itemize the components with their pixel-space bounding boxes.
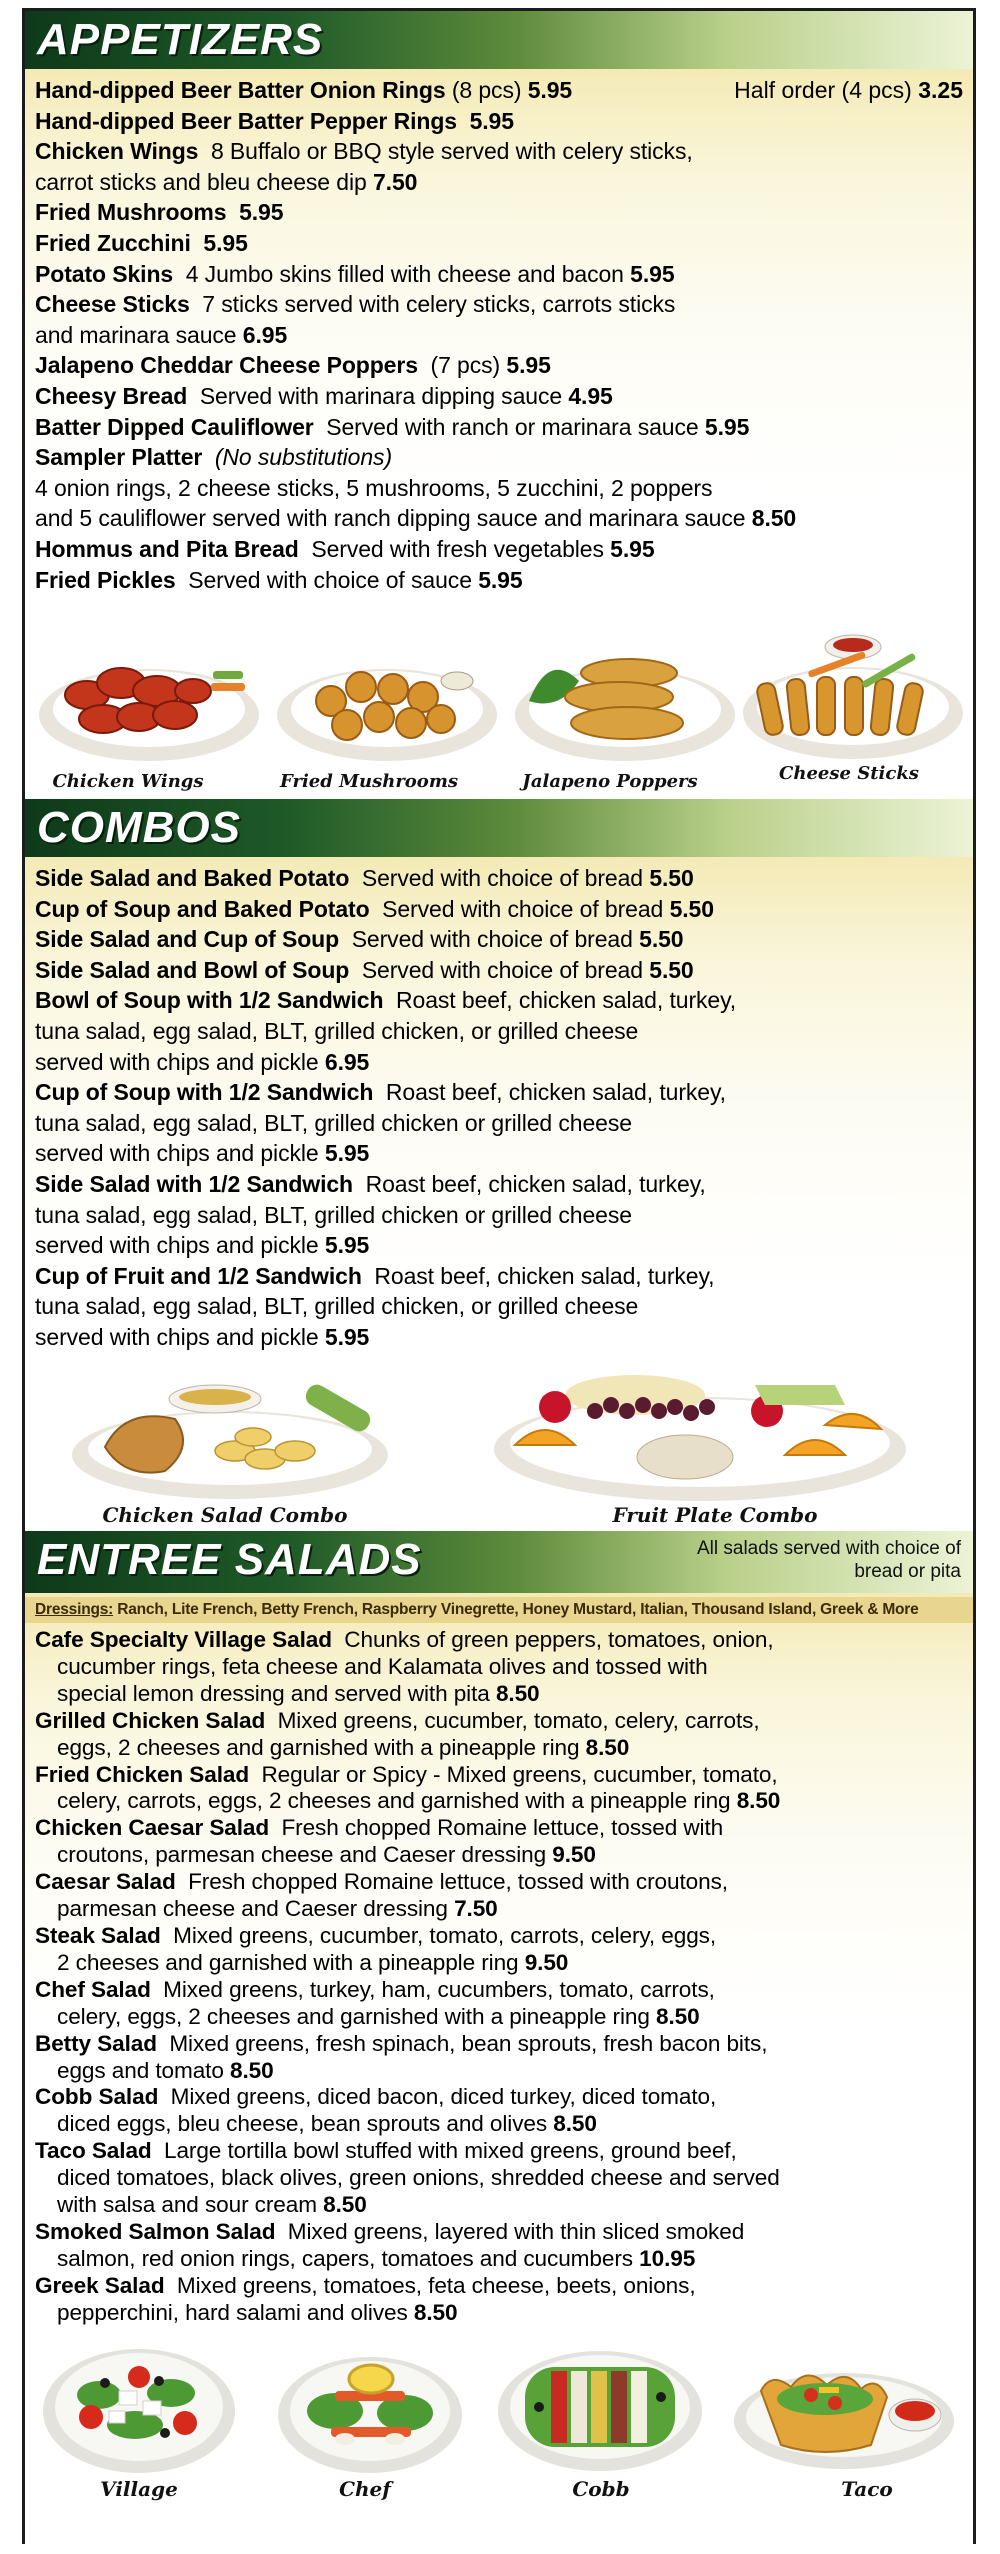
cheese-sticks-photo	[737, 617, 969, 767]
item-name: Grilled Chicken Salad	[35, 1707, 266, 1733]
item-description: Roast beef, chicken salad, turkey,	[396, 987, 737, 1014]
photo-caption: Taco	[841, 2477, 893, 2501]
item-name: Cup of Fruit and 1/2 Sandwich	[35, 1262, 362, 1289]
menu-item	[35, 106, 963, 137]
item-name: Fried Chicken Salad	[35, 1761, 250, 1787]
menu-item	[35, 1169, 963, 1200]
item-description: eggs, 2 cheeses and garnished with a pineapple ring	[57, 1734, 580, 1760]
item-name: Hand-dipped Beer Batter Pepper Rings	[35, 107, 457, 134]
menu-page	[22, 8, 976, 2544]
item-price: 5.95	[469, 107, 514, 134]
chicken-salad-combo-photo	[65, 1367, 395, 1507]
menu-item	[35, 1869, 963, 1896]
item-name: Side Salad and Cup of Soup	[35, 926, 340, 953]
menu-item	[35, 924, 963, 955]
dressings-list: Ranch, Lite French, Betty French, Raspberry Vinegrette, Honey Mustard, Italian, Thousand Island, Greek & More	[117, 1601, 919, 1618]
menu-item	[35, 894, 963, 925]
item-description: served with chips and pickle	[35, 1232, 319, 1259]
item-price: 5.95	[630, 260, 675, 287]
item-price: 9.50	[552, 1842, 596, 1868]
menu-item-continuation	[35, 1896, 963, 1923]
menu-item	[35, 289, 963, 320]
item-description: Fresh chopped Romaine lettuce, tossed with	[281, 1815, 724, 1841]
item-description: Served with choice of bread	[361, 865, 644, 891]
item-description: Mixed greens, turkey, ham, cucumbers, tomato, carrots,	[163, 1976, 715, 2002]
item-description: tuna salad, egg salad, BLT, grilled chicken or grilled cheese	[35, 1201, 632, 1228]
item-description: Mixed greens, tomatoes, feta cheese, beets, onions,	[176, 2272, 696, 2298]
menu-item	[35, 534, 963, 565]
item-name: Betty Salad	[35, 2030, 157, 2056]
item-name: Hand-dipped Beer Batter Onion Rings	[35, 77, 446, 103]
item-description: Regular or Spicy - Mixed greens, cucumber, tomato,	[261, 1761, 778, 1787]
item-description: parmesan cheese and Caeser dressing	[57, 1896, 448, 1922]
item-price: 5.95	[704, 413, 750, 440]
menu-item	[35, 1261, 963, 1292]
half-order-price: 3.25	[918, 77, 963, 103]
chef-salad-photo	[275, 2341, 465, 2477]
item-description: 2 cheeses and garnished with a pineapple ring	[57, 1949, 519, 1975]
item-description: Roast beef, chicken salad, turkey,	[385, 1079, 726, 1106]
menu-item-continuation	[35, 1735, 963, 1762]
item-name: Cup of Soup with 1/2 Sandwich	[35, 1079, 374, 1106]
menu-item-continuation	[35, 2004, 963, 2031]
menu-item-continuation	[35, 1681, 963, 1708]
menu-item-continuation	[35, 1108, 963, 1139]
item-name: Bowl of Soup with 1/2 Sandwich	[35, 987, 384, 1014]
menu-item	[35, 1977, 963, 2004]
menu-item-continuation	[35, 2192, 963, 2219]
item-name: Cheese Sticks	[35, 291, 190, 318]
appetizers-title: APPETIZERS	[37, 15, 324, 64]
item-price: 5.50	[649, 865, 694, 891]
item-description: Served with choice of bread	[351, 926, 633, 953]
item-description: salmon, red onion rings, capers, tomatoes and cucumbers	[57, 2245, 633, 2271]
menu-item	[35, 442, 963, 473]
item-price: 5.95	[324, 1323, 370, 1350]
item-price: 5.95	[324, 1140, 370, 1167]
item-name: Cup of Soup and Baked Potato	[35, 895, 370, 922]
item-name: Batter Dipped Cauliflower	[35, 413, 314, 440]
item-price: 8.50	[495, 1680, 540, 1706]
item-description: with salsa and sour cream	[57, 2192, 317, 2218]
item-price: 5.95	[324, 1232, 370, 1259]
item-name: Caesar Salad	[35, 1869, 176, 1895]
item-price: 8.50	[585, 1734, 630, 1760]
item-description: Roast beef, chicken salad, turkey,	[374, 1262, 715, 1289]
item-price: 5.95	[610, 535, 655, 562]
menu-item-continuation	[35, 1016, 963, 1047]
item-price: 5.95	[527, 77, 573, 103]
item-name: Chef Salad	[35, 1976, 151, 2002]
menu-item	[35, 228, 963, 259]
menu-item-continuation	[35, 1950, 963, 1977]
item-price: 8.50	[736, 1788, 781, 1814]
menu-item	[35, 2031, 963, 2058]
menu-item	[35, 1708, 963, 1735]
item-name: Potato Skins	[35, 260, 174, 287]
item-price: 5.95	[239, 199, 284, 226]
item-description: tuna salad, egg salad, BLT, grilled chicken or grilled cheese	[35, 1109, 632, 1136]
item-price: 8.50	[413, 2299, 458, 2325]
combos-title: COMBOS	[37, 803, 241, 852]
item-description: carrot sticks and bleu cheese dip	[35, 168, 367, 195]
item-name: Chicken Wings	[35, 138, 199, 165]
item-name: Steak Salad	[35, 1922, 161, 1948]
item-price: 5.95	[478, 566, 523, 593]
item-description: 8 Buffalo or BBQ style served with celery sticks,	[210, 138, 693, 165]
photo-caption: Cobb	[572, 2477, 630, 2501]
item-description: diced eggs, bleu cheese, bean sprouts and olives	[57, 2111, 548, 2137]
item-name: Fried Mushrooms	[35, 199, 227, 226]
item-description: tuna salad, egg salad, BLT, grilled chicken, or grilled cheese	[35, 1293, 639, 1320]
item-description: Roast beef, chicken salad, turkey,	[365, 1170, 706, 1197]
salad-photos	[25, 2337, 973, 2537]
item-price: 5.95	[506, 352, 551, 379]
menu-item-continuation	[35, 2058, 963, 2085]
item-name: Hommus and Pita Bread	[35, 535, 299, 562]
item-price: 4.95	[568, 382, 613, 409]
salads-title: ENTREE SALADS	[37, 1535, 422, 1584]
menu-item	[35, 1077, 963, 1108]
menu-item-continuation	[35, 1291, 963, 1322]
item-description: served with chips and pickle	[35, 1323, 319, 1350]
item-description: Large tortilla bowl stuffed with mixed greens, ground beef,	[163, 2138, 737, 2164]
taco-salad-photo	[731, 2341, 957, 2477]
combos-section	[25, 799, 973, 1563]
half-order-label: Half order (4 pcs)	[734, 77, 912, 103]
jalapeno-poppers-photo	[509, 631, 741, 771]
menu-item	[35, 2219, 963, 2246]
item-name: Side Salad with 1/2 Sandwich	[35, 1170, 354, 1197]
menu-item-continuation	[35, 1200, 963, 1231]
appetizers-section	[25, 11, 973, 803]
item-description: and marinara sauce	[35, 321, 237, 348]
item-price: 10.95	[639, 2245, 696, 2271]
item-description: served with chips and pickle	[35, 1048, 319, 1075]
item-description: celery, carrots, eggs, 2 cheeses and garnished with a pineapple ring	[57, 1788, 731, 1814]
fried-mushrooms-photo	[271, 631, 503, 771]
photo-caption: Fried Mushrooms	[280, 771, 458, 792]
salads-note: All salads served with choice of bread or pita	[696, 1538, 961, 1582]
item-description: Served with marinara dipping sauce	[199, 382, 563, 409]
item-price: 5.95	[203, 229, 248, 256]
item-name: Chicken Caesar Salad	[35, 1815, 270, 1841]
combo-photos	[25, 1359, 973, 1531]
item-description: special lemon dressing and served with pita	[57, 1680, 490, 1706]
dressings-line	[25, 1597, 973, 1623]
item-name: Greek Salad	[35, 2272, 165, 2298]
item-name: Fried Pickles	[35, 566, 176, 593]
item-qty: (8 pcs)	[451, 77, 522, 103]
salads-header	[25, 1531, 973, 1593]
item-name: Fried Zucchini	[35, 229, 191, 256]
menu-item-continuation	[35, 320, 963, 351]
menu-item	[35, 412, 963, 443]
item-price: 8.50	[230, 2057, 274, 2083]
menu-item	[35, 259, 963, 290]
photo-caption: Fruit Plate Combo	[612, 1503, 818, 1527]
chicken-wings-photo	[33, 631, 265, 771]
menu-item	[35, 565, 963, 596]
item-description: (7 pcs)	[430, 352, 501, 379]
item-description: tuna salad, egg salad, BLT, grilled chicken, or grilled cheese	[35, 1017, 639, 1044]
item-description: diced tomatoes, black olives, green onions, shredded cheese and served	[57, 2165, 780, 2191]
menu-item	[35, 381, 963, 412]
menu-item-continuation	[35, 503, 963, 534]
item-name: Taco Salad	[35, 2138, 152, 2164]
item-description: Served with choice of bread	[382, 895, 664, 922]
item-price: 8.50	[323, 2192, 367, 2218]
item-price: 8.50	[751, 505, 797, 532]
menu-item-continuation	[35, 1842, 963, 1869]
menu-item	[35, 1815, 963, 1842]
item-name: Cobb Salad	[35, 2084, 159, 2110]
menu-item-continuation	[35, 1047, 963, 1078]
item-description: Fresh chopped Romaine lettuce, tossed with croutons,	[188, 1869, 728, 1895]
half-order	[734, 75, 963, 106]
item-description: celery, eggs, 2 cheeses and garnished with a pineapple ring	[57, 2003, 650, 2029]
photo-caption: Chef	[339, 2477, 391, 2501]
item-description: 4 Jumbo skins filled with cheese and bacon	[185, 260, 624, 287]
item-price: 9.50	[524, 1949, 569, 1975]
item-name: Smoked Salmon Salad	[35, 2218, 276, 2244]
item-description: Served with choice of bread	[361, 956, 643, 983]
item-price: 5.50	[649, 956, 694, 983]
menu-item-continuation	[35, 167, 963, 198]
item-name: Sampler Platter	[35, 444, 203, 471]
menu-item-continuation	[35, 2300, 963, 2327]
cobb-salad-photo	[495, 2337, 705, 2477]
menu-item	[35, 2138, 963, 2165]
item-description: Mixed greens, fresh spinach, bean sprouts, fresh bacon bits,	[169, 2030, 768, 2056]
menu-item-continuation	[35, 1230, 963, 1261]
menu-item	[35, 985, 963, 1016]
menu-item-continuation	[35, 2165, 963, 2192]
menu-item	[35, 863, 963, 894]
item-note: (No substitutions)	[214, 444, 393, 471]
item-price: 6.95	[242, 321, 288, 348]
salads-section	[25, 1531, 973, 2545]
photo-caption: Chicken Salad Combo	[102, 1503, 348, 1527]
item-description: croutons, parmesan cheese and Caeser dressing	[57, 1842, 547, 1868]
menu-item	[35, 1923, 963, 1950]
item-description: pepperchini, hard salami and olives	[57, 2299, 408, 2325]
menu-item	[35, 136, 963, 167]
item-description: cucumber rings, feta cheese and Kalamata olives and tossed with	[57, 1653, 708, 1679]
item-description: 4 onion rings, 2 cheese sticks, 5 mushrooms, 5 zucchini, 2 poppers	[35, 474, 713, 501]
menu-item	[35, 955, 963, 986]
combos-header	[25, 799, 973, 857]
item-name: Side Salad and Baked Potato	[35, 865, 350, 891]
dressings-label: Dressings:	[35, 1601, 114, 1618]
item-description: 7 sticks served with celery sticks, carrots sticks	[202, 291, 676, 318]
photo-caption: Chicken Wings	[52, 771, 204, 792]
menu-item	[35, 1762, 963, 1789]
fruit-plate-combo-photo	[485, 1345, 915, 1515]
item-description: Mixed greens, cucumber, tomato, celery, carrots,	[277, 1707, 760, 1733]
menu-item	[35, 2273, 963, 2300]
menu-item	[35, 350, 963, 381]
menu-item	[35, 2084, 963, 2111]
item-price: 5.50	[669, 895, 714, 922]
village-salad-photo	[39, 2337, 239, 2477]
menu-item-continuation	[35, 2246, 963, 2273]
menu-item-continuation	[35, 1788, 963, 1815]
item-price: 5.50	[639, 926, 684, 953]
item-description: Mixed greens, cucumber, tomato, carrots, celery, eggs,	[173, 1922, 717, 1948]
item-price: 7.50	[454, 1896, 498, 1922]
appetizer-photos	[25, 631, 973, 799]
item-name: Cheesy Bread	[35, 382, 188, 409]
photo-caption: Village	[100, 2477, 178, 2501]
item-description: eggs and tomato	[57, 2057, 224, 2083]
menu-item-continuation	[35, 1138, 963, 1169]
item-price: 8.50	[553, 2111, 597, 2137]
appetizers-header	[25, 11, 973, 69]
item-price: 8.50	[656, 2003, 700, 2029]
item-description: Chunks of green peppers, tomatoes, onion,	[344, 1627, 774, 1652]
item-name: Side Salad and Bowl of Soup	[35, 956, 350, 983]
item-description: Mixed greens, diced bacon, diced turkey, diced tomato,	[170, 2084, 717, 2110]
item-description: Served with choice of sauce	[188, 566, 472, 593]
item-description: Served with fresh vegetables	[311, 535, 604, 562]
item-price: 7.50	[372, 168, 418, 195]
item-description: served with chips and pickle	[35, 1140, 319, 1167]
photo-caption: Cheese Sticks	[779, 763, 919, 784]
item-name: Jalapeno Cheddar Cheese Poppers	[35, 352, 418, 379]
menu-item	[35, 197, 963, 228]
item-description: Mixed greens, layered with thin sliced smoked	[287, 2218, 745, 2244]
menu-item-continuation	[35, 1654, 963, 1681]
menu-item-continuation	[35, 2111, 963, 2138]
menu-item-continuation	[35, 473, 963, 504]
item-description: Served with ranch or marinara sauce	[326, 413, 699, 440]
item-description: and 5 cauliflower served with ranch dipping sauce and marinara sauce	[35, 505, 746, 532]
photo-caption: Jalapeno Poppers	[522, 771, 698, 792]
menu-item	[35, 1627, 963, 1654]
item-name: Cafe Specialty Village Salad	[35, 1627, 332, 1652]
item-price: 6.95	[324, 1048, 370, 1075]
